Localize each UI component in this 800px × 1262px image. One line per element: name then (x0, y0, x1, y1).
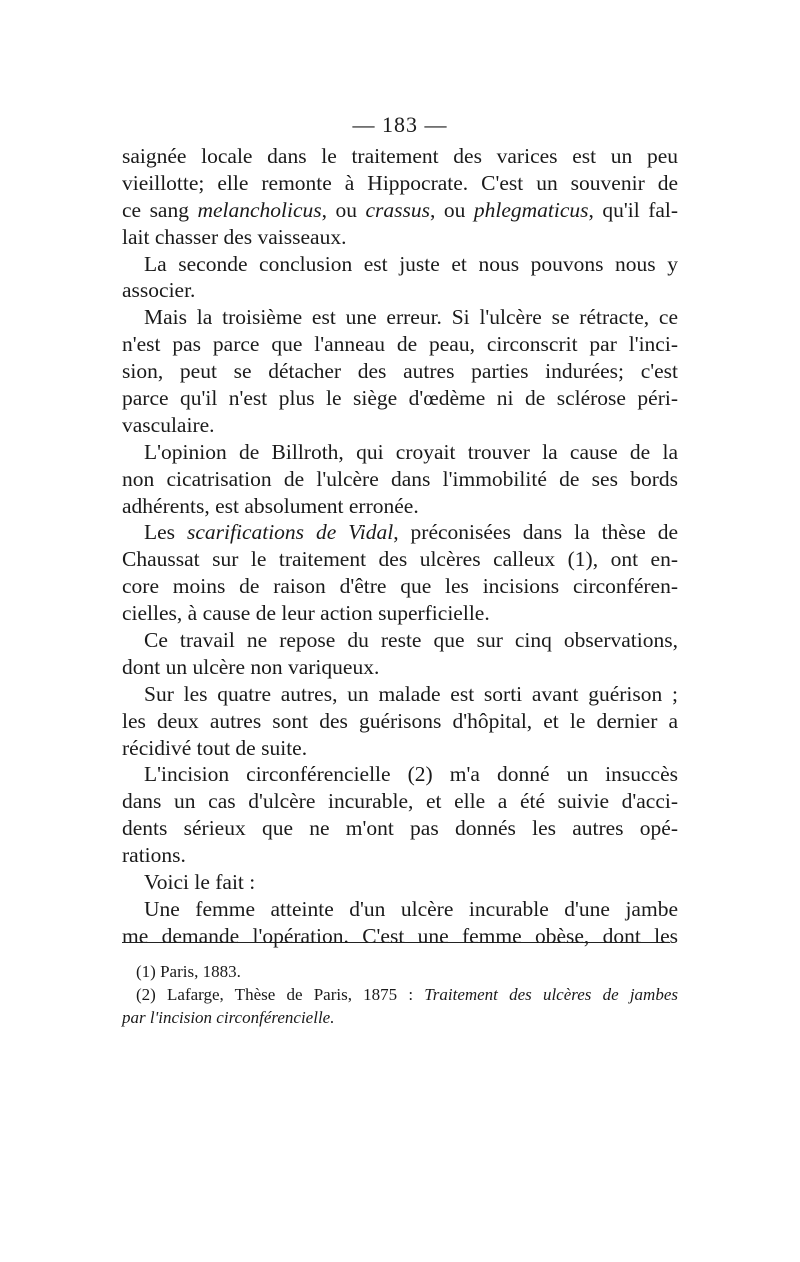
text-line: core moins de raison d'être que les incisions circonféren- (122, 574, 678, 599)
text-line: lait chasser des vaisseaux. (122, 224, 347, 249)
text-line: les deux autres sont des guérisons d'hôpital, et le dernier a (122, 708, 678, 733)
text-line: Ce travail ne repose du reste que sur cinq observations, (144, 628, 678, 653)
text-line: n'est pas parce que l'anneau de peau, circonscrit par l'inci- (122, 332, 678, 357)
text-run: ce sang (122, 197, 198, 222)
text-line: sion, peut se détacher des autres parties indurées; c'est (122, 359, 678, 384)
text-line: L'opinion de Billroth, qui croyait trouver la cause de la (144, 439, 678, 464)
text-run: , ou (321, 197, 366, 222)
text-line: récidivé tout de suite. (122, 735, 308, 760)
text-line: La seconde conclusion est juste et nous pouvons nous y (144, 251, 678, 276)
italic-text: melancholicus (197, 197, 322, 222)
text-line: Sur les quatre autres, un malade est sorti avant guérison ; (144, 681, 678, 706)
text-run: , ou (430, 197, 474, 222)
text-line: rations. (122, 843, 186, 868)
italic-text: Traitement des ulcères de jambes (424, 985, 678, 1004)
footnote-separator (122, 942, 670, 943)
text-run: , préconisées dans la thèse de (393, 520, 678, 545)
italic-text: par l'incision circonférencielle. (122, 1008, 335, 1027)
text-line: Chaussat sur le traitement des ulcères calleux (1), ont en- (122, 547, 678, 572)
footnote-line: (1) Paris, 1883. (136, 962, 241, 981)
text-line: adhérents, est absolument erronée. (122, 493, 419, 518)
text-line: me demande l'opération. C'est une femme obèse, dont les (122, 923, 678, 948)
page-number: — 183 — (352, 112, 448, 137)
text-line: dont un ulcère non variqueux. (122, 654, 380, 679)
text-line: Mais la troisième est une erreur. Si l'ulcère se rétracte, ce (144, 305, 678, 330)
footnote-line (122, 1006, 678, 1029)
text-line: saignée locale dans le traitement des varices est un peu (122, 144, 678, 168)
text-line: associer. (122, 278, 196, 303)
text-line (122, 197, 678, 224)
text-run: Les (144, 520, 187, 545)
italic-text: scarifications de Vidal (187, 520, 394, 545)
text-line: Une femme atteinte d'un ulcère incurable d'une jambe (144, 896, 678, 921)
text-line: dans un cas d'ulcère incurable, et elle a été suivie d'acci- (122, 789, 678, 814)
text-run: (2) Lafarge, Thèse de Paris, 1875 : (136, 985, 425, 1004)
text-line: cielles, à cause de leur action superficielle. (122, 601, 490, 626)
text-line: parce qu'il n'est plus le siège d'œdème ni de sclérose péri- (122, 386, 678, 411)
text-line: dents sérieux que ne m'ont pas donnés les autres opé- (122, 816, 678, 841)
italic-text: crassus (365, 197, 431, 222)
text-line: Voici le fait : (144, 870, 256, 895)
footnote-line (122, 983, 678, 1006)
italic-text: phlegmaticus (473, 197, 589, 222)
text-line: vasculaire. (122, 412, 215, 437)
text-run: , qu'il fal- (588, 197, 679, 222)
text-line: L'incision circonférencielle (2) m'a donné un insuccès (144, 762, 678, 787)
text-line: non cicatrisation de l'ulcère dans l'immobilité de ses bords (122, 466, 678, 491)
text-line: vieillotte; elle remonte à Hippocrate. C'est un souvenir de (122, 170, 678, 195)
body-text (122, 143, 678, 950)
text-line (122, 519, 678, 546)
footnotes (122, 960, 678, 1029)
